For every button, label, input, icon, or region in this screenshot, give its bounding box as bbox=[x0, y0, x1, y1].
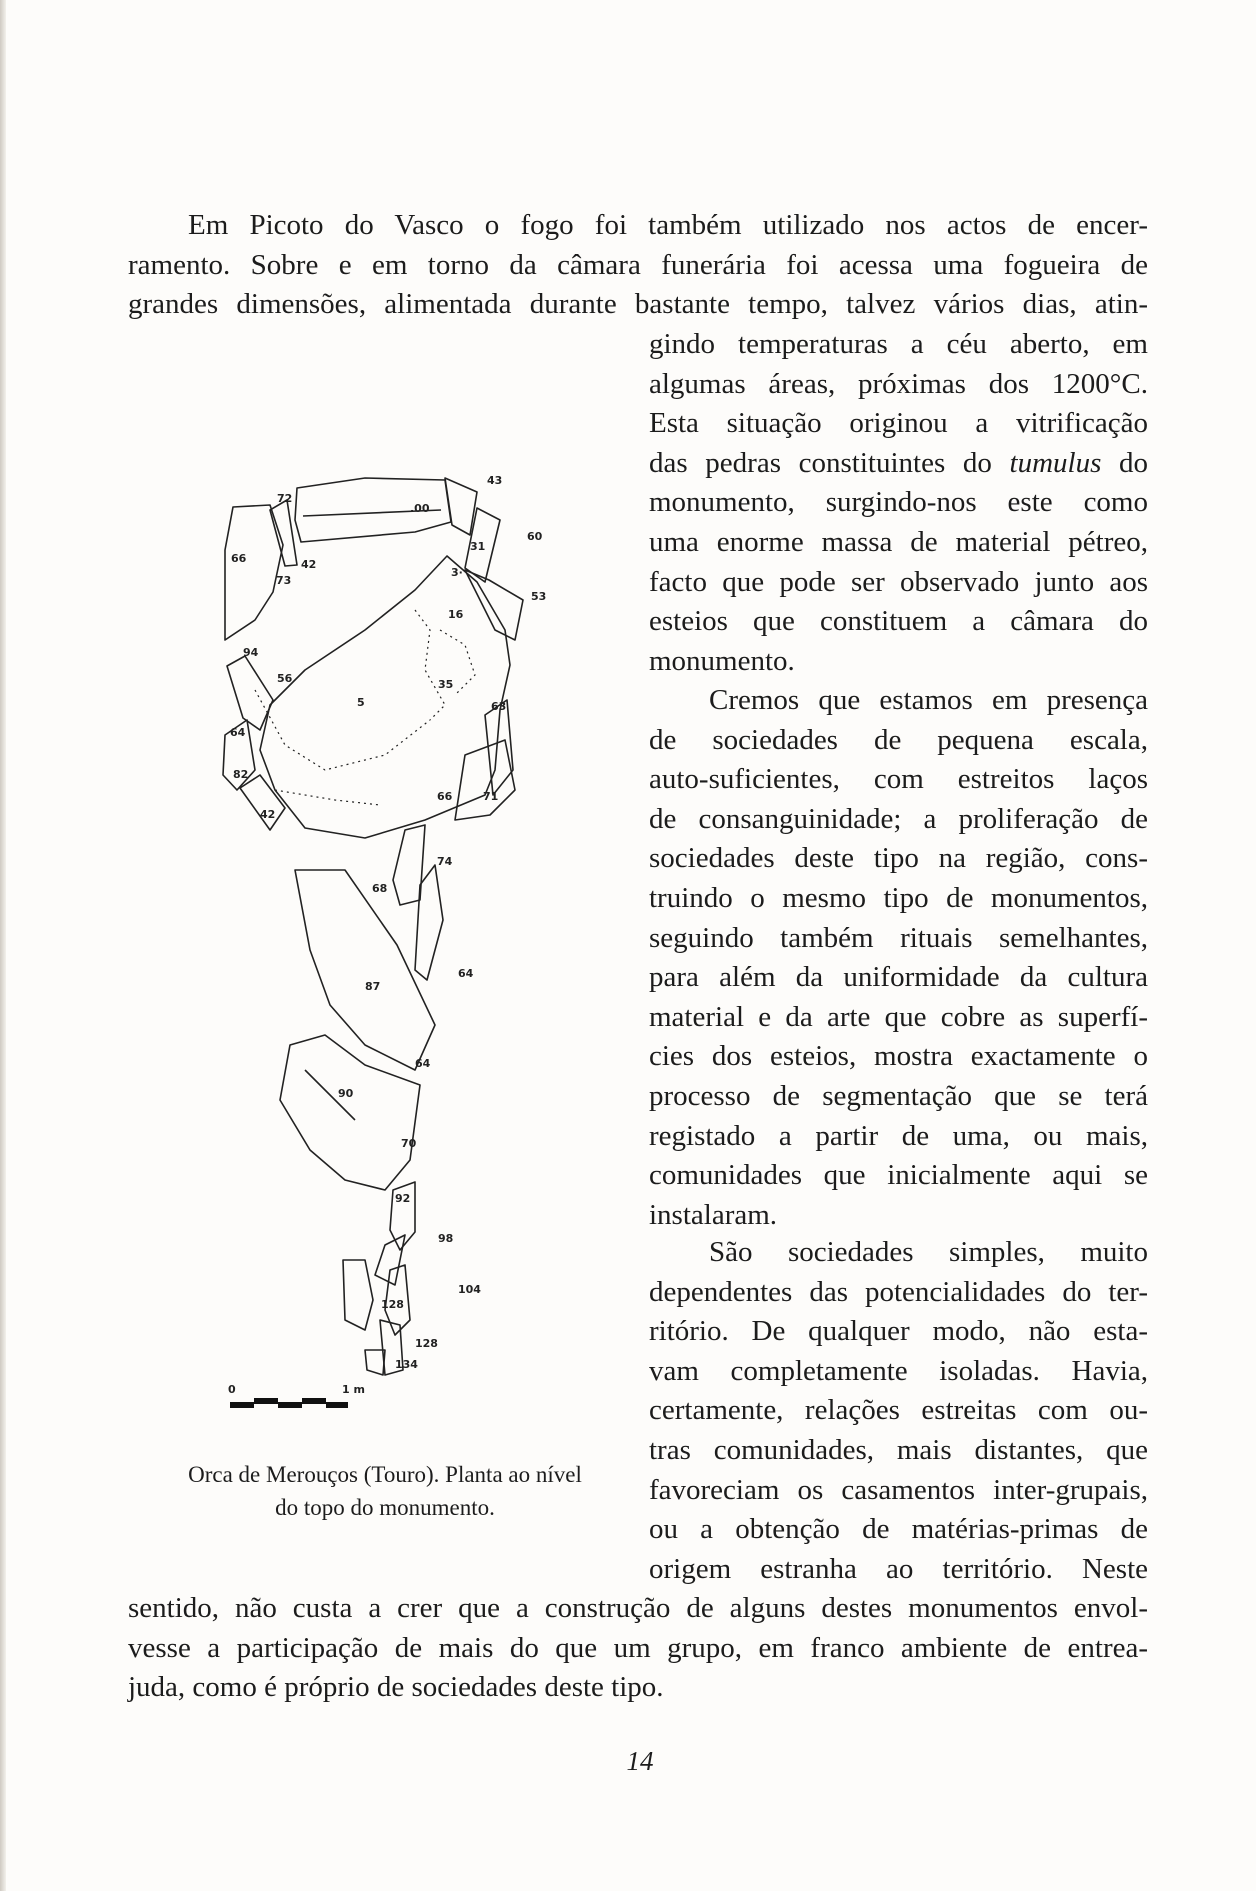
dotted-outline bbox=[275, 790, 380, 805]
caption-line: do topo do monumento. bbox=[275, 1495, 495, 1520]
figure-label: 42 bbox=[260, 808, 276, 821]
text-line: origem estranha ao território. Neste bbox=[649, 1552, 1148, 1585]
figure-label: 31 bbox=[470, 540, 486, 553]
figure-label: 60 bbox=[527, 530, 543, 543]
stone-outline bbox=[343, 1260, 373, 1330]
figure-label: 3· bbox=[451, 566, 463, 579]
text-line: sociedades deste tipo na região, cons- bbox=[649, 842, 1148, 875]
paragraph-1-full bbox=[128, 206, 1148, 325]
figure-caption bbox=[150, 1458, 620, 1524]
figure-label: 87 bbox=[365, 980, 381, 993]
text-line: Em Picoto do Vasco o fogo foi também utilizado nos actos de encer- bbox=[188, 209, 1148, 241]
figure-label: 43 bbox=[487, 474, 503, 487]
text-line: tras comunidades, mais distantes, que bbox=[649, 1433, 1148, 1466]
paragraph-3-full bbox=[128, 1589, 1148, 1708]
stone-outline bbox=[295, 870, 435, 1070]
stone-outline bbox=[270, 500, 297, 566]
figure-label: 66 bbox=[231, 552, 247, 565]
monument-plan-drawing bbox=[215, 470, 560, 1415]
text-line: São sociedades simples, muito bbox=[709, 1236, 1148, 1268]
text-line: de consanguinidade; a proliferação de bbox=[649, 802, 1148, 835]
text-line: auto-suficientes, com estreitos laços bbox=[649, 763, 1148, 796]
text-line: grandes dimensões, alimentada durante bastante tempo, talvez vários dias, atin- bbox=[128, 288, 1148, 321]
stone-outline bbox=[260, 556, 510, 838]
paragraph-3-right bbox=[649, 1233, 1148, 1589]
figure-label: 128 bbox=[415, 1337, 438, 1350]
figure-label: 64 bbox=[458, 967, 474, 980]
figure-label: 35 bbox=[438, 678, 454, 691]
figure-label: 73 bbox=[276, 574, 292, 587]
text-line: registado a partir de uma, ou mais, bbox=[649, 1119, 1148, 1152]
stone-outline bbox=[365, 1350, 385, 1375]
figure-label: 92 bbox=[395, 1192, 411, 1205]
figure-label: .00 bbox=[410, 502, 430, 515]
scale-bar bbox=[230, 1398, 348, 1408]
figure-label: 82 bbox=[233, 768, 249, 781]
figure-label: 90 bbox=[338, 1087, 354, 1100]
text-line: favoreciam os casamentos inter-grupais, bbox=[649, 1473, 1148, 1506]
scale-label-start: 0 bbox=[228, 1383, 236, 1396]
figure-label: 70 bbox=[401, 1137, 417, 1150]
text-line: Esta situação originou a vitrificação bbox=[649, 407, 1148, 440]
text-line: algumas áreas, próximas dos 1200°C. bbox=[649, 367, 1148, 400]
monument-plan-figure bbox=[215, 470, 560, 1415]
figure-label: 53 bbox=[531, 590, 547, 603]
text-line: processo de segmentação que se terá bbox=[649, 1079, 1148, 1112]
scale-segment bbox=[302, 1398, 326, 1404]
text-line: comunidades que inicialmente aqui se bbox=[649, 1159, 1148, 1192]
stone-outline bbox=[415, 865, 443, 980]
figure-label: 98 bbox=[438, 1232, 454, 1245]
text-line: de sociedades de pequena escala, bbox=[649, 723, 1148, 756]
dotted-outline bbox=[255, 690, 430, 770]
figure-label: 94 bbox=[243, 646, 259, 659]
dotted-outline bbox=[415, 610, 445, 720]
figure-label: 74 bbox=[437, 855, 453, 868]
scale-segment bbox=[254, 1398, 278, 1404]
text-line: instalaram. bbox=[649, 1198, 778, 1231]
text-line: vesse a participação de mais do que um grupo, em franco ambiente de entrea- bbox=[128, 1631, 1148, 1664]
text-line: gindo temperaturas a céu aberto, em bbox=[649, 328, 1148, 360]
figure-label: 16 bbox=[448, 608, 464, 621]
stone-outline bbox=[445, 478, 477, 535]
figure-label: 66 bbox=[437, 790, 453, 803]
scale-segment bbox=[278, 1402, 302, 1408]
text-line: Cremos que estamos em presença bbox=[709, 684, 1148, 716]
figure-label: 42 bbox=[301, 558, 317, 571]
page-edge bbox=[0, 0, 6, 1891]
scale-segment bbox=[230, 1402, 254, 1408]
italic-term: tumulus bbox=[1009, 446, 1102, 479]
scale-label-end: 1 m bbox=[342, 1383, 365, 1396]
text-line: vam completamente isoladas. Havia, bbox=[649, 1354, 1148, 1387]
text-line: ramento. Sobre e em torno da câmara funerária foi acessa uma fogueira de bbox=[128, 248, 1148, 281]
text-line: ritório. De qualquer modo, não esta- bbox=[649, 1315, 1148, 1348]
text-line: monumento, surgindo-nos este como bbox=[649, 486, 1148, 519]
figure-label: 64 bbox=[415, 1057, 431, 1070]
text-line: facto que pode ser observado junto aos bbox=[649, 565, 1148, 598]
text-line: para além da uniformidade da cultura bbox=[649, 961, 1148, 994]
figure-label: 63 bbox=[491, 700, 507, 713]
text-line: seguindo também rituais semelhantes, bbox=[649, 921, 1148, 954]
stone-outline bbox=[240, 775, 285, 830]
text-line: monumento. bbox=[649, 644, 795, 677]
text-fragment: do bbox=[1119, 446, 1148, 479]
scale-segment bbox=[326, 1402, 348, 1408]
text-line: uma enorme massa de material pétreo, bbox=[649, 525, 1148, 558]
figure-label: 128 bbox=[381, 1298, 404, 1311]
figure-label: 56 bbox=[277, 672, 293, 685]
page-number: 14 bbox=[626, 1746, 654, 1776]
text-line: dependentes das potencialidades do ter- bbox=[649, 1275, 1148, 1308]
figure-label: 134 bbox=[395, 1358, 418, 1371]
stone-outline bbox=[280, 1035, 420, 1190]
paragraph-2 bbox=[649, 681, 1148, 1235]
text-line: truindo o mesmo tipo de monumentos, bbox=[649, 881, 1148, 914]
text-line-tumulus bbox=[649, 444, 1148, 484]
figure-label: 72 bbox=[277, 492, 293, 505]
text-line: cies dos esteios, mostra exactamente o bbox=[649, 1040, 1148, 1073]
figure-label: 68 bbox=[372, 882, 388, 895]
figure-label: 104 bbox=[458, 1283, 481, 1296]
text-fragment: das pedras constituintes do bbox=[649, 446, 992, 479]
paragraph-1-right bbox=[649, 325, 1148, 681]
text-line: juda, como é próprio de sociedades deste tipo. bbox=[128, 1671, 664, 1704]
text-line: sentido, não custa a crer que a construção de alguns destes monumentos envol- bbox=[128, 1592, 1148, 1624]
caption-line: Orca de Merouços (Touro). Planta ao nível bbox=[188, 1462, 582, 1487]
text-line: ou a obtenção de matérias-primas de bbox=[649, 1513, 1148, 1546]
text-line: certamente, relações estreitas com ou- bbox=[649, 1394, 1148, 1427]
text-line: material e da arte que cobre as superfí- bbox=[649, 1000, 1148, 1033]
text-line: esteios que constituem a câmara do bbox=[649, 605, 1148, 638]
stone-outline bbox=[465, 570, 523, 640]
stone-outline bbox=[375, 1235, 405, 1285]
figure-label: 64 bbox=[230, 726, 246, 739]
figure-label: 71 bbox=[483, 790, 499, 803]
figure-label: 5 bbox=[357, 696, 365, 709]
